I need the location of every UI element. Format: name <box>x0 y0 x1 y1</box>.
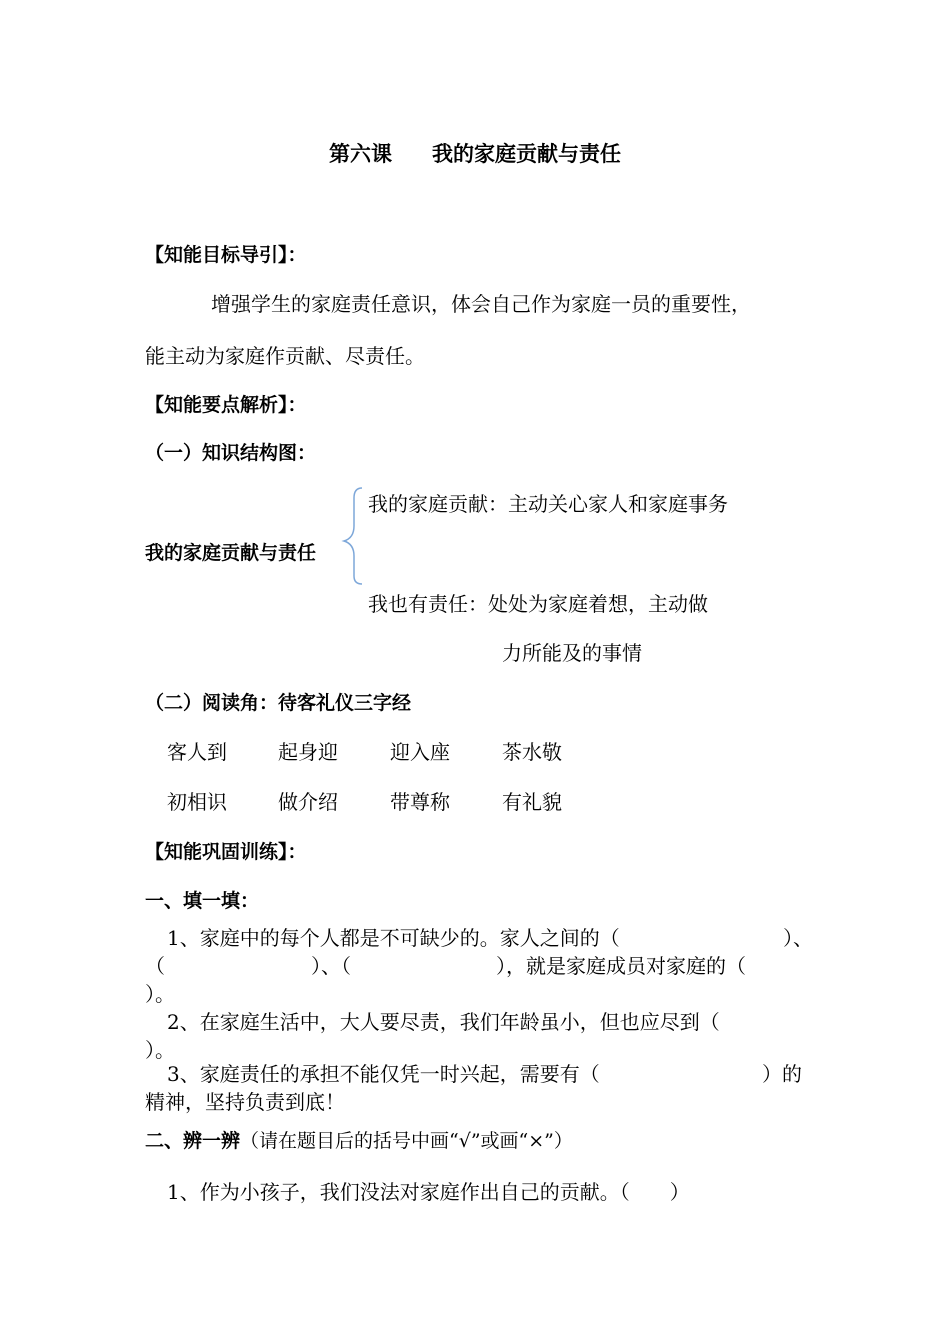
lesson-topic: 我的家庭贡献与责任 <box>432 141 621 166</box>
judge-heading-line <box>145 1126 573 1153</box>
goal-heading: 【知能目标导引】： <box>145 244 307 266</box>
reading-heading: （二）阅读角：待客礼仪三字经 <box>145 692 412 714</box>
q1-text-e: ），就是家庭成员对家庭的（ <box>496 954 746 978</box>
q1-text-d: ）、（ <box>311 954 351 978</box>
q3-text-a: 3、家庭责任的承担不能仅凭一时兴起，需要有（ <box>167 1062 600 1086</box>
practice-heading: 【知能巩固训练】： <box>145 841 307 863</box>
q2-text-b: ）。 <box>145 1038 175 1062</box>
diagram-branch-responsibility-cont: 力所能及的事情 <box>502 641 642 665</box>
poem-phrase: 有礼貌 <box>502 790 562 814</box>
diagram-root: 我的家庭贡献与责任 <box>145 542 317 564</box>
poem-phrase: 带尊称 <box>390 790 450 814</box>
poem-phrase: 迎入座 <box>390 740 450 764</box>
goal-line-1: 增强学生的家庭责任意识，体会自己作为家庭一员的重要性， <box>211 292 751 316</box>
poem-phrase: 做介绍 <box>278 790 338 814</box>
judge-question-1: 1、作为小孩子，我们没法对家庭作出自己的贡献。（ ） <box>167 1180 690 1204</box>
analysis-heading: 【知能要点解析】： <box>145 394 307 416</box>
poem-phrase: 客人到 <box>167 740 227 764</box>
structure-heading: （一）知识结构图： <box>145 442 317 464</box>
q1-text-c: （ <box>145 954 165 978</box>
judge-instruction: （请在题目后的括号中画“√”或画“×”） <box>240 1130 573 1152</box>
poem-phrase: 起身迎 <box>278 740 338 764</box>
brace-icon <box>340 486 364 586</box>
q1-text-a: 1、家庭中的每个人都是不可缺少的。家人之间的（ <box>167 926 620 950</box>
diagram-branch-contribution: 我的家庭贡献：主动关心家人和家庭事务 <box>368 492 728 516</box>
q3-text-b: ）的 <box>762 1062 802 1086</box>
poem-phrase: 茶水敬 <box>502 740 562 764</box>
diagram-branch-responsibility: 我也有责任：处处为家庭着想，主动做 <box>368 592 708 616</box>
poem-phrase: 初相识 <box>167 790 227 814</box>
lesson-number: 第六课 <box>329 141 392 166</box>
q1-text-b: ）、 <box>783 926 813 950</box>
q1-text-f: ）。 <box>145 982 175 1006</box>
page-title <box>0 138 950 168</box>
q3-text-c: 精神，坚持负责到底！ <box>145 1090 345 1114</box>
goal-line-2: 能主动为家庭作贡献、尽责任。 <box>145 344 425 368</box>
q2-text-a: 2、在家庭生活中，大人要尽责，我们年龄虽小，但也应尽到（ <box>167 1010 720 1034</box>
fill-heading: 一、填一填： <box>145 890 260 912</box>
judge-heading: 二、辨一辨 <box>145 1130 241 1152</box>
